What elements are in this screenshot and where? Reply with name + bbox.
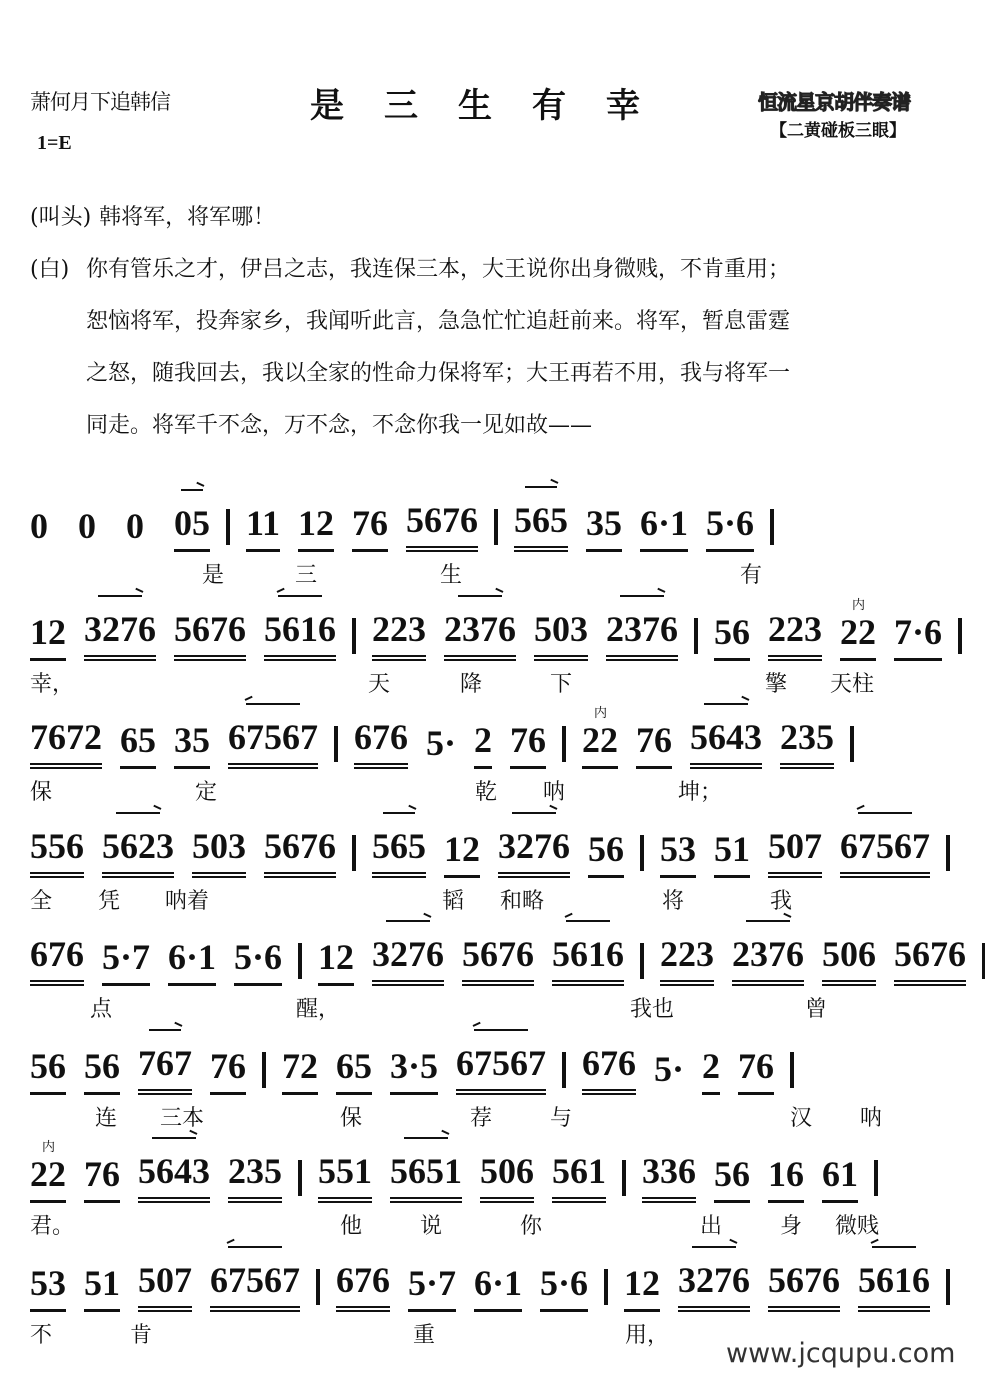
barline [622,1160,626,1196]
note-group: 336 [642,1151,696,1203]
lyric: 身 [780,1214,803,1239]
lyrics-row [30,1101,970,1131]
note-group: 2376 [606,609,678,661]
score-system [30,816,970,925]
lyric: 说 [420,1214,443,1239]
note-group: 6·1 [168,937,216,986]
note-group: 12 [318,937,354,986]
note-group: 3276 [498,826,570,878]
note-group: 76 [636,720,672,769]
barline [494,509,498,545]
bai-label: (白) [30,257,70,282]
note-group: 5616 [264,609,336,661]
note-group: 5616 [858,1260,930,1312]
lyric: 是 [202,563,225,588]
jiaotou-label: (叫头) [30,205,92,230]
lyric: 重 [413,1322,436,1348]
note-group: 56 [84,1046,120,1095]
bowing-arrow-icon [98,595,141,597]
lyric: 擎 [765,671,788,697]
note-group: 53 [660,829,696,878]
note-group: 506 [822,934,876,986]
mode-label: 【二黄碰板三眼】 [770,121,906,141]
note-group: 05 [174,503,210,552]
lyric: 连 [95,1105,118,1131]
note-group: 12 [298,503,334,552]
note-group: 5·6 [540,1263,588,1312]
note-group: 561 [552,1151,606,1203]
lyric: 定 [195,780,218,805]
bowing-arrow-icon [181,489,203,491]
note-row [30,1042,810,1095]
lyric: 荐 [470,1105,493,1131]
score-system [30,1033,970,1142]
note-group: 556 [30,826,84,878]
barline [352,618,356,654]
note-group: 5· [426,723,457,763]
note-group: 76 [210,1046,246,1095]
note-group: 2376 [732,934,804,986]
note-group: 56 [714,612,750,661]
note-row [30,1140,894,1203]
note-group: 51 [714,829,750,878]
note-group: 2 [474,720,492,769]
spoken-dialogue [30,200,960,460]
barline [352,835,356,871]
note-group: 5643 [690,717,762,769]
note-group: 11 [246,503,280,552]
note-group: 5·6 [234,937,282,986]
note-group: 51 [84,1263,120,1312]
lyric: 呐着 [165,888,210,914]
bowing-arrow-icon [746,920,789,922]
note-group: 235 [228,1151,282,1203]
note-group: 676 [354,717,408,769]
barline [562,726,566,762]
lyric: 出 [700,1214,723,1239]
bowing-arrow-icon [228,1246,282,1248]
note-group: 5643 [138,1151,210,1203]
bai-text: 你有管乐之才，伊吕之志，我连保三本，大王说你出身微贱，不肯重用； [86,257,791,282]
note-group: 16 [768,1154,804,1203]
bowing-arrow-icon [474,1029,528,1031]
barline [946,835,950,871]
bowing-arrow-icon [278,595,321,597]
note-group: 5·6 [706,503,754,552]
key-signature: 1=E [37,132,72,154]
note-row [30,502,790,552]
barline [316,1269,320,1305]
note-group: 76 [738,1046,774,1095]
note-group: 76 [510,720,546,769]
note-row [30,1259,966,1312]
note-group: 5623 [102,826,174,878]
lyric: 呐 [543,780,566,805]
note-group: 5676 [768,1260,840,1312]
jiaotou-line [30,200,960,252]
note-group: 5616 [552,934,624,986]
lyric: 有 [740,563,763,588]
score-system [30,599,970,708]
lyric: 生 [440,563,463,588]
barline [334,726,338,762]
note-group: 7·6 [894,612,942,661]
bowing-arrow-icon [383,812,415,814]
song-title: 是三生有幸 [310,86,680,126]
lyrics-row [30,558,970,588]
note-group: 676 [30,934,84,986]
lyric: 点 [90,997,113,1022]
lyric: 他 [340,1214,363,1239]
note-group: 72 [282,1046,318,1095]
barline [262,1052,266,1088]
note-group: 22 内 [840,612,876,661]
barline [770,509,774,545]
note-group: 3276 [84,609,156,661]
lyric: 你 [520,1214,543,1239]
barline [640,835,644,871]
bai-line [30,304,960,356]
lyric: 不 [30,1322,53,1348]
note-group: 3276 [372,934,444,986]
note-group: 223 [660,934,714,986]
bowing-arrow-icon [246,703,300,705]
note-group: 7672 [30,717,102,769]
bai-line [30,408,960,460]
note-group: 12 [444,829,480,878]
bowing-arrow-icon [152,1137,195,1139]
note-group: 565 [372,826,426,878]
note-group: 5676 [264,826,336,878]
bowing-arrow-icon [386,920,429,922]
note-group: 676 [582,1043,636,1095]
score-system [30,924,970,1033]
bowing-arrow-icon [116,812,159,814]
note-group: 2 [702,1046,720,1095]
lyric: 全 [30,888,53,914]
note-group: 22 内 [30,1154,66,1203]
bowing-arrow-icon [566,920,609,922]
barline [958,618,962,654]
lyric: 幸， [30,671,75,697]
lyric: 将 [662,888,685,914]
note-row [30,706,870,769]
bowing-arrow-icon [620,595,663,597]
bai-text: 恕恼将军，投奔家乡，我闻听此言，急急忙忙追赶前来。将军，暂息雷霆 [86,309,791,334]
note-group: 5676 [894,934,966,986]
note-row [30,597,978,661]
barline [604,1269,608,1305]
lyrics-row [30,667,970,697]
note-group: 235 [780,717,834,769]
note-group: 67567 [456,1043,546,1095]
inner-string-mark: 内 [42,1140,56,1155]
bowing-arrow-icon [404,1137,447,1139]
lyric: 坤； [678,780,723,805]
lyric: 凭 [98,888,121,914]
note-group: 3276 [678,1260,750,1312]
lyric: 汉 [790,1105,813,1131]
note-group: 65 [120,720,156,769]
note-group: 507 [138,1260,192,1312]
note-group: 507 [768,826,822,878]
note-group: 56 [714,1154,750,1203]
note-group: 67567 [210,1260,300,1312]
barline [640,943,644,979]
note-group: 56 [588,829,624,878]
barline [298,1160,302,1196]
note-group: 0 [30,506,48,546]
lyrics-row [30,992,970,1022]
note-group: 0 [78,506,96,546]
lyric: 用， [625,1322,670,1348]
score-system [30,707,970,816]
note-group: 76 [84,1154,120,1203]
bai-line [30,252,960,304]
lyric: 我 [770,888,793,914]
note-group: 5676 [462,934,534,986]
note-group: 5676 [174,609,246,661]
score-header [0,0,985,180]
note-group: 5651 [390,1151,462,1203]
inner-string-mark: 内 [852,597,866,613]
barline [298,943,302,979]
jiaotou-text: 韩将军，将军哪！ [99,205,276,230]
score-system [30,1141,970,1250]
note-group: 503 [192,826,246,878]
note-group: 12 [30,612,66,661]
note-group: 0 [126,506,144,546]
lyric: 呐 [860,1105,883,1131]
note-group: 22 内 [582,720,618,769]
bai-line [30,356,960,408]
inner-string-mark: 内 [594,706,608,721]
note-group: 223 [372,609,426,661]
lyric: 下 [550,671,573,697]
source-label: 恒流星京胡伴奏谱 [758,90,910,114]
lyrics-row [30,884,970,914]
bowing-arrow-icon [525,486,557,488]
lyric: 微贱 [835,1214,880,1239]
lyric: 保 [340,1105,363,1131]
lyrics-row [30,1209,970,1239]
lyric: 天 [368,671,391,697]
note-group: 56 [30,1046,66,1095]
note-group: 2376 [444,609,516,661]
lyric: 我也 [630,997,675,1022]
note-group: 5676 [406,500,478,552]
note-group: 506 [480,1151,534,1203]
bowing-arrow-icon [512,812,555,814]
note-group: 5·7 [102,937,150,986]
lyric: 君。 [30,1214,75,1239]
note-group: 676 [336,1260,390,1312]
barline [946,1269,950,1305]
note-group: 61 [822,1154,858,1203]
lyric: 三 [295,563,318,588]
watermark: www.jcqupu.com [726,1338,956,1369]
bowing-arrow-icon [458,595,501,597]
barline [694,618,698,654]
barline [790,1052,794,1088]
barline [874,1160,878,1196]
note-group: 767 [138,1043,192,1095]
note-row [30,936,985,986]
lyric: 天柱 [830,671,875,697]
note-group: 76 [352,503,388,552]
lyric: 和略 [500,888,545,914]
bowing-arrow-icon [704,703,747,705]
score-system [30,490,970,599]
note-group: 6·1 [474,1263,522,1312]
note-row [30,825,966,878]
lyric: 保 [30,780,53,805]
bowing-arrow-icon [149,1029,181,1031]
note-group: 53 [30,1263,66,1312]
lyric: 与 [550,1105,573,1131]
lyric: 乾 [475,780,498,805]
bowing-arrow-icon [692,1246,735,1248]
note-group: 503 [534,609,588,661]
lyric: 三本 [160,1105,205,1131]
note-group: 67567 [840,826,930,878]
lyric: 韬 [442,888,465,914]
note-group: 223 [768,609,822,661]
lyric: 曾 [805,997,828,1022]
note-group: 12 [624,1263,660,1312]
note-group: 551 [318,1151,372,1203]
note-group: 6·1 [640,503,688,552]
note-group: 65 [336,1046,372,1095]
barline [562,1052,566,1088]
bai-text: 同走。将军千不念，万不念，不念你我一见如故—— [86,413,593,438]
note-group: 35 [586,503,622,552]
note-group: 35 [174,720,210,769]
note-group: 5· [654,1048,685,1089]
bai-text: 之怒，随我回去，我以全家的性命力保将军；大王再若不用，我与将军一 [86,361,791,386]
lyric: 降 [460,671,483,697]
lyric: 肯 [130,1322,153,1348]
bowing-arrow-icon [858,812,912,814]
barline [226,509,230,545]
note-group: 5·7 [408,1263,456,1312]
barline [850,726,854,762]
note-group: 3·5 [390,1046,438,1095]
note-group: 67567 [228,717,318,769]
opera-name: 萧何月下追韩信 [30,90,170,114]
lyric: 醒， [296,997,341,1022]
jianpu-score [30,490,970,1358]
lyrics-row [30,775,970,805]
bowing-arrow-icon [872,1246,915,1248]
note-group: 565 [514,500,568,552]
